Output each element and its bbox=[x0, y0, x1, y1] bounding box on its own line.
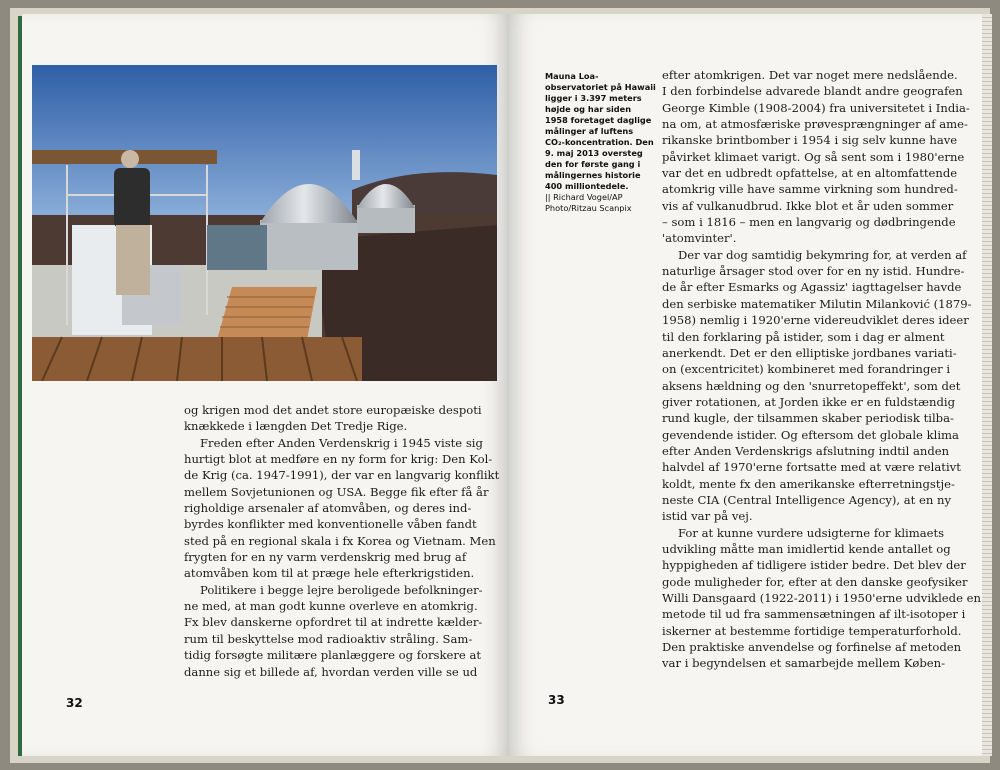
text-line: efter atomkrigen. Det var noget mere nedslående. bbox=[662, 68, 958, 82]
text-line: mellem Sovjetunionen og USA. Begge fik efter få år bbox=[184, 484, 489, 499]
text-line: George Kimble (1908-2004) fra universitetet i India- bbox=[662, 100, 970, 115]
text-line: Freden efter Anden Verdenskrig i 1945 viste sig bbox=[200, 435, 483, 450]
text-line: halvdel af 1970'erne fortsatte med at være relativt bbox=[662, 460, 961, 475]
text-line: Den praktiske anvendelse og forfinelse af metoden bbox=[662, 640, 962, 655]
page-edges bbox=[982, 14, 992, 756]
text-line: koldt, mente fx den amerikanske efterretningstje- bbox=[662, 476, 955, 491]
text-line: 1958) nemlig i 1920'erne videreudviklet deres ideer bbox=[662, 313, 969, 328]
text-line: frygten for en ny varm verdenskrig med brug af bbox=[184, 550, 467, 565]
text-line: efter Anden Verdenskrigs afslutning indtil anden bbox=[662, 443, 950, 458]
text-line: istid var på vej. bbox=[662, 509, 753, 524]
text-line: påvirket klimaet varigt. Og så sent som i 1980'erne bbox=[662, 149, 965, 164]
text-line: aksens hældning og den 'snurretopeffekt', som det bbox=[662, 378, 961, 393]
page-number: 33 bbox=[548, 693, 565, 707]
text-line: neste CIA (Central Intelligence Agency), at en ny bbox=[662, 492, 952, 507]
photo-credit: Photo/Ritzau Scanpix bbox=[545, 203, 632, 213]
text-line: de Krig (ca. 1947-1991), der var en langvarig konflikt bbox=[184, 468, 500, 483]
paragraph bbox=[184, 435, 500, 582]
caption-line: 1958 foretaget daglige bbox=[545, 115, 652, 125]
right-body-text bbox=[662, 67, 981, 672]
text-line: rum til beskyttelse mod radioaktiv stråling. Sam- bbox=[184, 631, 473, 646]
text-line: danne sig et billede af, hvordan verden ville se ud bbox=[184, 664, 478, 679]
right-page bbox=[509, 14, 985, 756]
text-line: knækkede i længden Det Tredje Rige. bbox=[184, 419, 408, 434]
text-line: giver rotationen, at Jorden ikke er en fuldstændig bbox=[662, 394, 956, 409]
caption-line: observatoriet på Hawaii bbox=[545, 82, 656, 92]
text-line: atomkrig ville have samme virkning som hundred- bbox=[662, 182, 958, 197]
text-line: na om, at atmosfæriske prøvesprængninger af ame- bbox=[662, 117, 968, 132]
text-line: til den forklaring på istider, som i dag er alment bbox=[662, 329, 945, 344]
text-line: iskerner at bestemme fortidige temperaturforhold. bbox=[662, 623, 962, 638]
paragraph bbox=[662, 525, 981, 672]
text-line: Politikere i begge lejre beroligede befolkninger- bbox=[200, 582, 483, 597]
photo-credit: || Richard Vogel/AP bbox=[545, 192, 623, 202]
text-line: on (excentricitet) kombineret med forandringer i bbox=[662, 362, 951, 377]
text-line: gevendende istider. Og eftersom det globale klima bbox=[662, 427, 959, 442]
text-line: udvikling måtte man imidlertid kende antallet og bbox=[662, 541, 951, 556]
text-line: de år efter Esmarks og Agassiz' iagttagelser havde bbox=[662, 280, 962, 295]
left-page bbox=[22, 14, 509, 756]
photo-caption bbox=[545, 71, 655, 214]
observatory-photo bbox=[32, 65, 497, 381]
text-line: anerkendt. Det er den elliptiske jordbanes variati- bbox=[662, 345, 957, 360]
text-line: Der var dog samtidig bekymring for, at verden af bbox=[678, 247, 967, 262]
text-line: righoldige arsenaler af atomvåben, og deres ind- bbox=[184, 501, 472, 516]
text-line: For at kunne vurdere udsigterne for klimaets bbox=[678, 525, 945, 540]
caption-line: målinger af luftens bbox=[545, 126, 634, 136]
text-line: var i begyndelsen et samarbejde mellem Køben- bbox=[662, 656, 946, 671]
caption-line: 400 milliontedele. bbox=[545, 181, 629, 191]
text-line: Fx blev danskerne opfordret til at indrette kælder- bbox=[184, 615, 483, 630]
caption-line: ligger i 3.397 meters bbox=[545, 93, 642, 103]
text-line: hyppigheden af tidligere istider bedre. Det blev der bbox=[662, 558, 966, 573]
text-line: rikanske brintbomber i 1954 i sig selv kunne have bbox=[662, 133, 958, 148]
paragraph bbox=[662, 67, 970, 247]
text-line: ne med, at man godt kunne overleve en atomkrig. bbox=[184, 599, 478, 614]
left-body-text bbox=[184, 402, 500, 680]
text-line: var det en udbredt opfattelse, at en altomfattende bbox=[662, 166, 958, 181]
paragraph bbox=[184, 402, 482, 435]
text-line: 'atomvinter'. bbox=[662, 231, 737, 246]
caption-line: den for første gang i bbox=[545, 159, 641, 169]
text-line: naturlige årsager stod over for en ny istid. Hundre- bbox=[662, 264, 965, 279]
text-line: metode til ud fra sammensætningen af ilt-isotoper i bbox=[662, 607, 966, 622]
paragraph bbox=[662, 247, 972, 525]
caption-line: 9. maj 2013 oversteg bbox=[545, 148, 643, 158]
text-line: vis af vulkanudbrud. Ikke blot et år uden sommer bbox=[662, 198, 954, 213]
text-line: Willi Dansgaard (1922-2011) i 1950'erne udviklede en bbox=[662, 591, 981, 605]
text-line: hurtigt blot at medføre en ny form for krig: Den Kol- bbox=[184, 452, 493, 467]
text-line: sted på en regional skala i fx Korea og Vietnam. Men bbox=[184, 533, 496, 548]
text-line: byrdes konflikter med konventionelle våben fandt bbox=[184, 517, 477, 532]
caption-line: højde og har siden bbox=[545, 104, 632, 114]
text-line: gode muligheder for, efter at den danske geofysiker bbox=[662, 574, 968, 589]
text-line: – som i 1816 – men en langvarig og dødbringende bbox=[662, 215, 956, 230]
text-line: I den forbindelse advarede blandt andre geografen bbox=[662, 84, 963, 99]
text-line: atomvåben kom til at præge hele efterkrigstiden. bbox=[184, 566, 475, 581]
caption-line: CO₂-koncentration. Den bbox=[545, 137, 654, 147]
text-line: rund kugle, der tilsammen skaber periodisk tilba- bbox=[662, 411, 954, 426]
caption-line: målingernes historie bbox=[545, 170, 641, 180]
page-number: 32 bbox=[66, 696, 83, 710]
text-line: og krigen mod det andet store europæiske despoti bbox=[184, 403, 482, 417]
text-line: den serbiske matematiker Milutin Milanković (1879- bbox=[662, 296, 972, 311]
paragraph bbox=[184, 582, 483, 680]
text-line: tidig forsøgte militære planlæggere og forskere at bbox=[184, 648, 482, 663]
caption-line: Mauna Loa- bbox=[545, 71, 599, 81]
